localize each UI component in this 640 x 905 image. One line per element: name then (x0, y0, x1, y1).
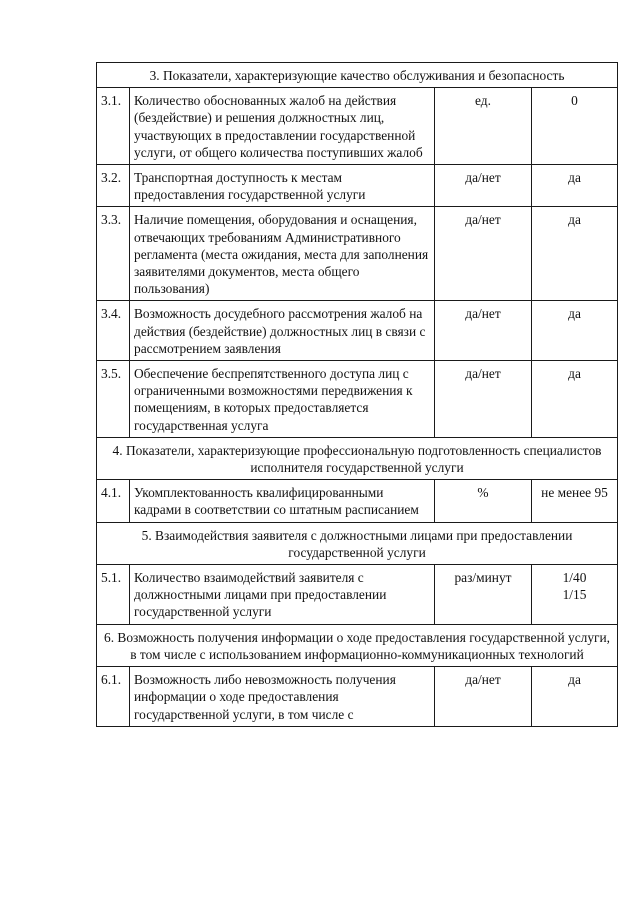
unit-cell: да/нет (435, 207, 532, 301)
unit-cell: да/нет (435, 165, 532, 207)
row-number: 3.3. (97, 207, 130, 301)
value-cell (532, 565, 618, 625)
value-cell: да (532, 361, 618, 438)
value-cell: да (532, 207, 618, 301)
value-cell: да (532, 667, 618, 727)
table-row-5-1 (97, 565, 618, 625)
indicator-name: Укомплектованность квалифицированными кадрами в соответствии со штатным расписанием (130, 480, 435, 522)
table-row-3-5 (97, 361, 618, 438)
value-cell: 0 (532, 88, 618, 165)
indicator-name: Возможность досудебного рассмотрения жалоб на действия (бездействие) должностных лиц в связи с рассмотрением заявления (130, 301, 435, 361)
unit-cell: да/нет (435, 301, 532, 361)
table-row-6-1 (97, 667, 618, 727)
table-row-3-3 (97, 207, 618, 301)
row-number: 3.1. (97, 88, 130, 165)
row-number: 3.5. (97, 361, 130, 438)
row-number: 4.1. (97, 480, 130, 522)
section-3-header-row (97, 63, 618, 88)
section-5-header-row (97, 522, 618, 564)
table-row-3-1 (97, 88, 618, 165)
section-6-header-row (97, 624, 618, 666)
section-6-title: 6. Возможность получения информации о ходе предоставления государственной услуги, в том числе с использованием информационно-коммуникационных технологий (97, 624, 618, 666)
section-4-header-row (97, 437, 618, 479)
table-row-4-1 (97, 480, 618, 522)
indicator-name: Количество взаимодействий заявителя с должностными лицами при предоставлении государственной услуги (130, 565, 435, 625)
section-4-title: 4. Показатели, характеризующие профессиональную подготовленность специалистов исполнителя государственной услуги (97, 437, 618, 479)
row-number: 3.2. (97, 165, 130, 207)
unit-cell: да/нет (435, 361, 532, 438)
table-row-3-4 (97, 301, 618, 361)
indicator-name: Возможность либо невозможность получения информации о ходе предоставления государственной услуги, в том числе с (130, 667, 435, 727)
unit-cell: % (435, 480, 532, 522)
indicator-name: Обеспечение беспрепятственного доступа лиц с ограниченными возможностями передвижения к помещениям, в которых предоставляется государственная услуга (130, 361, 435, 438)
row-number: 6.1. (97, 667, 130, 727)
table-row-3-2 (97, 165, 618, 207)
section-5-title: 5. Взаимодействия заявителя с должностными лицами при предоставлении государственной услуги (97, 522, 618, 564)
indicator-name: Количество обоснованных жалоб на действия (бездействие) и решения должностных лиц, участвующих в предоставлении государственной услуги, от общего количества поступивших жалоб (130, 88, 435, 165)
indicator-name: Наличие помещения, оборудования и оснащения, отвечающих требованиям Административного регламента (места ожидания, места для заполнения заявителями документов, места общего пользования) (130, 207, 435, 301)
value-cell: да (532, 301, 618, 361)
value-line-1: 1/40 (562, 570, 587, 586)
indicator-name: Транспортная доступность к местам предоставления государственной услуги (130, 165, 435, 207)
row-number: 3.4. (97, 301, 130, 361)
unit-cell: раз/минут (435, 565, 532, 625)
indicators-table (96, 62, 618, 727)
value-cell: не менее 95 (532, 480, 618, 522)
unit-cell: ед. (435, 88, 532, 165)
value-line-2: 1/15 (562, 587, 587, 603)
value-cell: да (532, 165, 618, 207)
unit-cell: да/нет (435, 667, 532, 727)
section-3-title: 3. Показатели, характеризующие качество обслуживания и безопасность (97, 63, 618, 88)
row-number: 5.1. (97, 565, 130, 625)
